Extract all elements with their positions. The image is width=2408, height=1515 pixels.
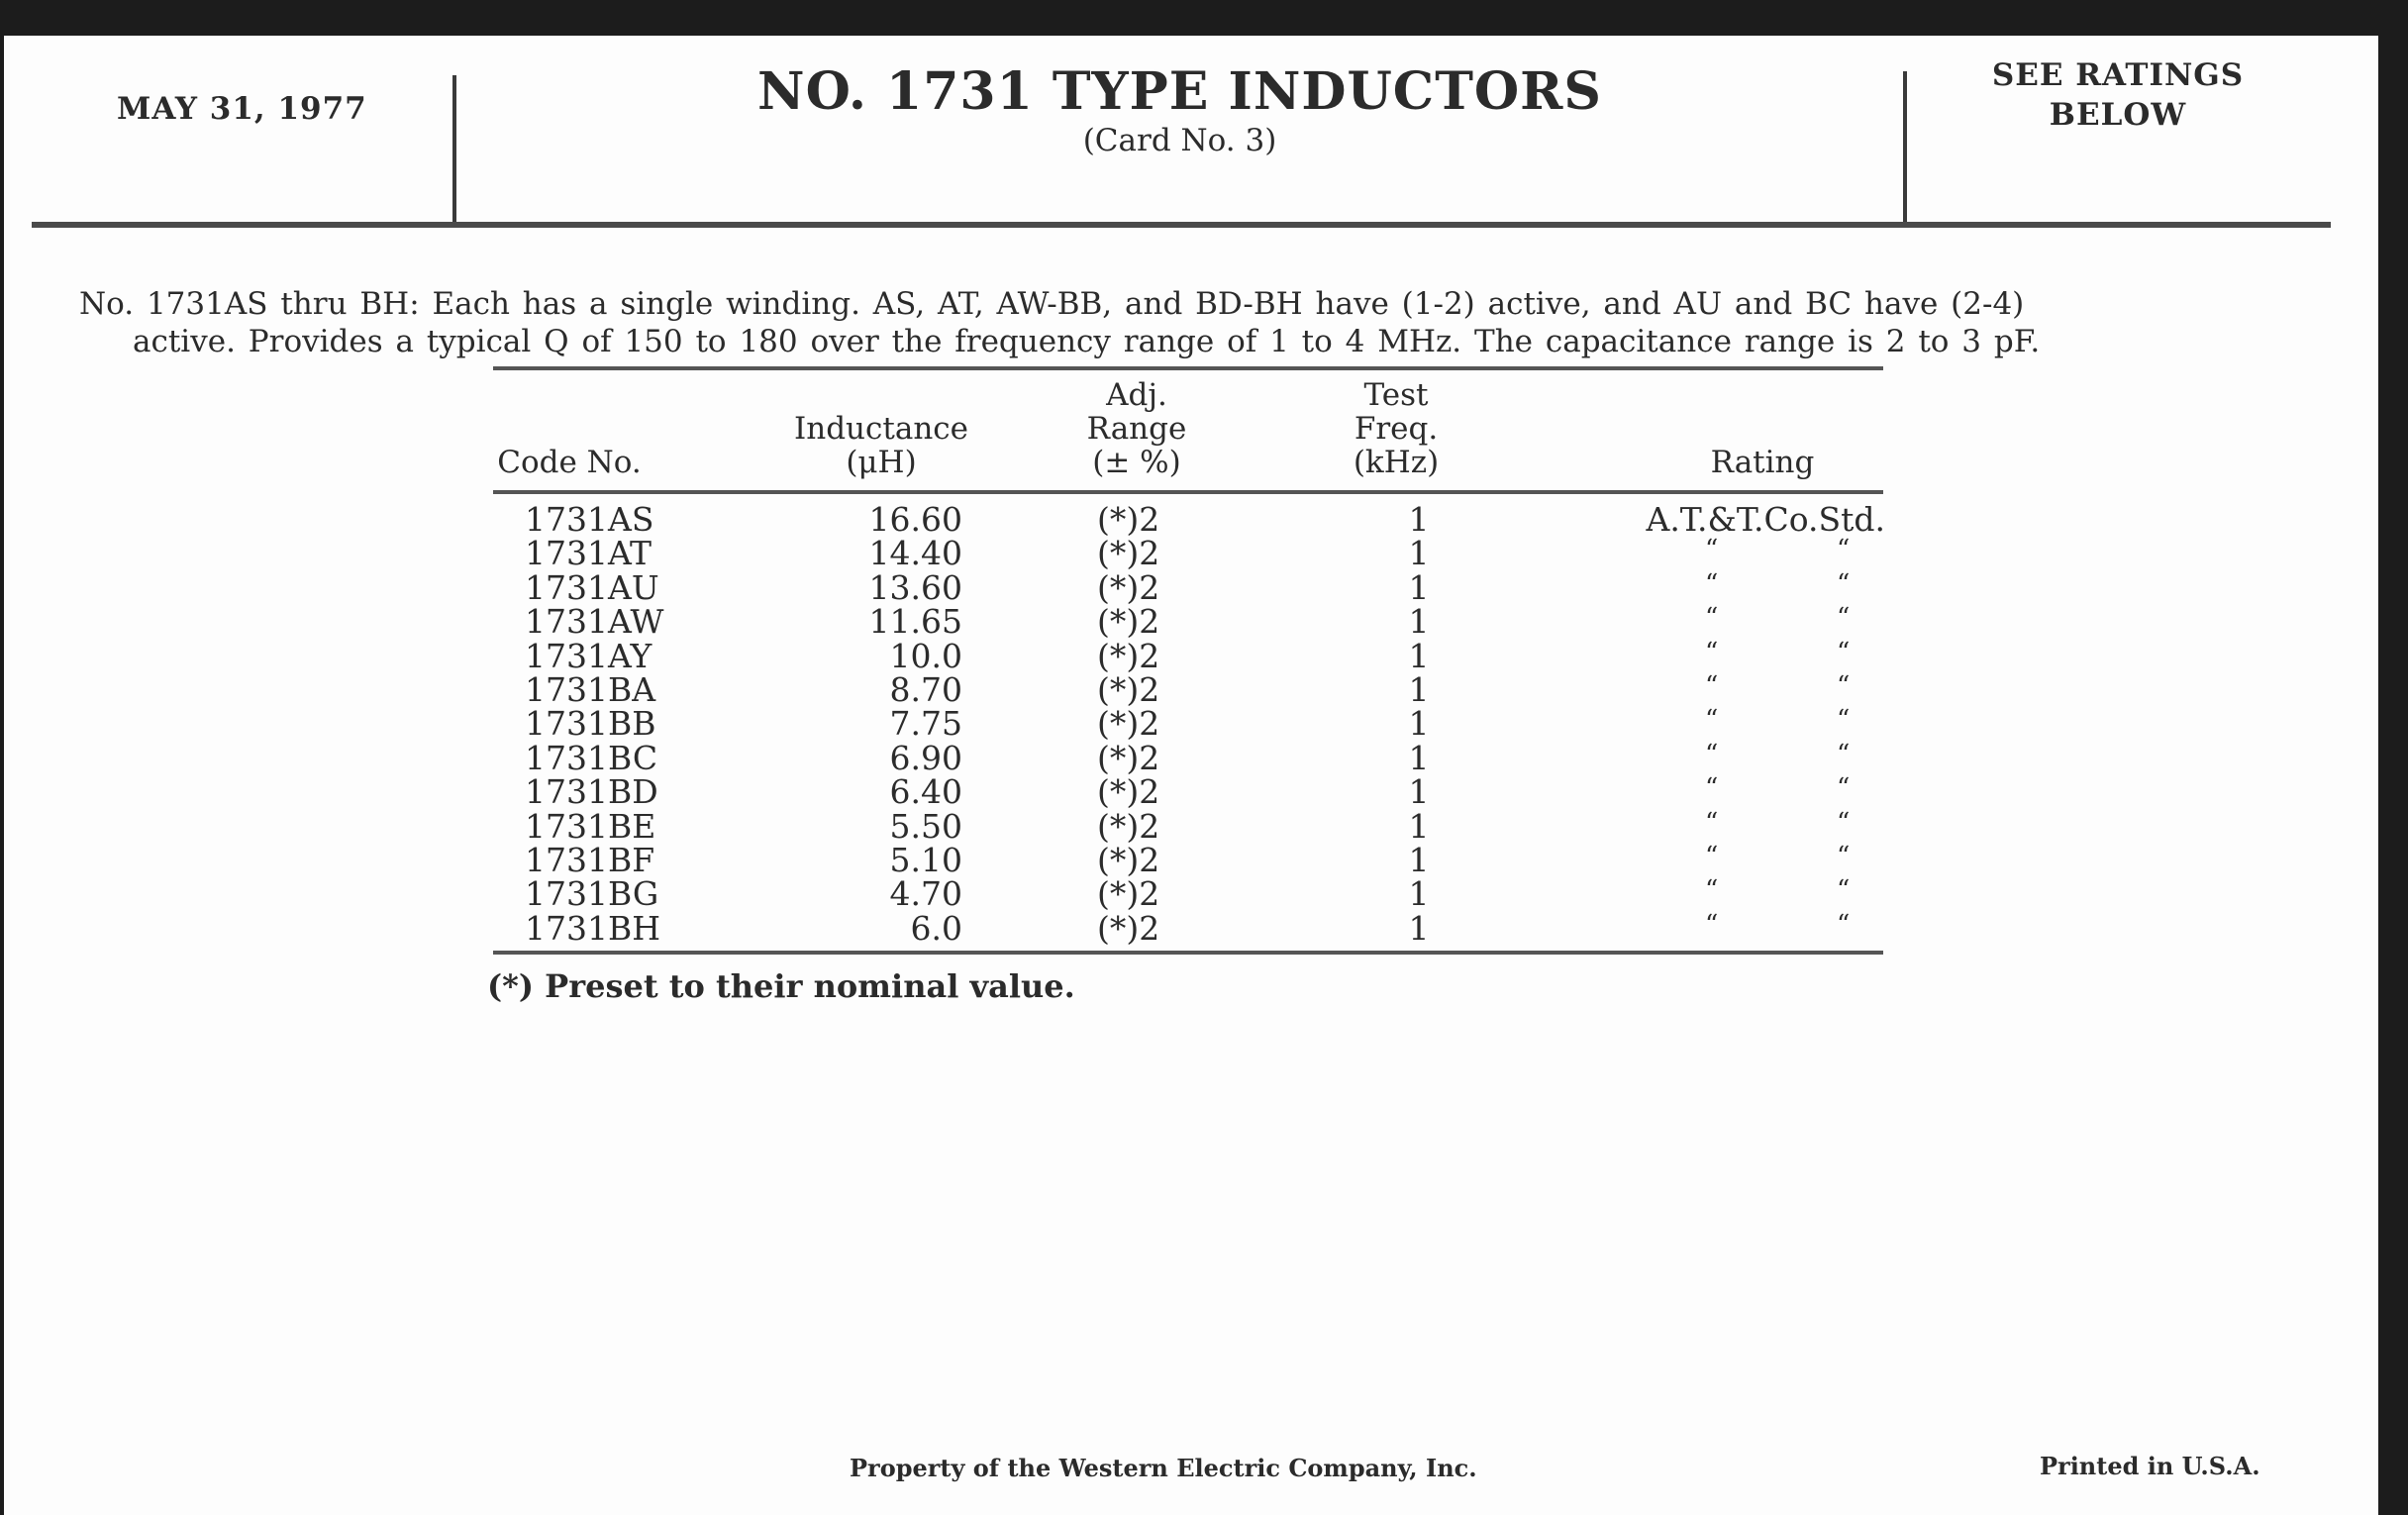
- column-header-code: Code No.: [497, 445, 642, 480]
- test-freq-cell: 1: [1408, 772, 1430, 812]
- test-freq-cell: 1: [1408, 738, 1430, 777]
- code-cell: 1731AT: [525, 534, 652, 573]
- inductance-cell: 6.0: [910, 908, 962, 948]
- rating-ditto-mark: “: [1705, 807, 1719, 838]
- rating-ditto-mark: “: [1705, 842, 1719, 871]
- ratings-note-line1: SEE RATINGS: [1991, 57, 2245, 93]
- rating-ditto-mark: “: [1837, 637, 1851, 667]
- description-line2: active. Provides a typical Q of 150 to 180 over the frequency range of 1 to 4 MHz. The capacitance range is 2 to 3 pF.: [133, 324, 2041, 359]
- data-card: [4, 36, 2378, 1515]
- code-cell: 1731BG: [525, 874, 659, 914]
- test-freq-cell: 1: [1408, 874, 1430, 914]
- code-cell: 1731BF: [525, 841, 655, 879]
- adj-range-cell: (*)2: [1097, 806, 1160, 846]
- code-cell: 1731BA: [525, 670, 656, 709]
- test-freq-cell: 1: [1408, 534, 1430, 573]
- adj-range-cell: (*)2: [1097, 567, 1160, 607]
- footer-printed: Printed in U.S.A.: [2040, 1452, 2260, 1480]
- adj-range-cell: (*)2: [1097, 738, 1160, 777]
- test-freq-cell: 1: [1408, 806, 1430, 846]
- table-footnote: (*) Preset to their nominal value.: [487, 967, 1075, 1005]
- adj-range-cell: (*)2: [1097, 500, 1160, 539]
- inductance-cell: 16.60: [868, 500, 962, 539]
- rating-ditto-mark: “: [1705, 909, 1719, 940]
- rating-ditto-mark: “: [1705, 875, 1719, 906]
- rating-ditto-mark: “: [1837, 535, 1851, 565]
- inductance-cell: 5.50: [889, 806, 962, 846]
- description: [79, 285, 2317, 360]
- header-rule: [32, 222, 2331, 228]
- adj-range-cell: (*)2: [1097, 602, 1160, 642]
- rating-ditto-mark: “: [1837, 603, 1851, 634]
- adj-range-cell: (*)2: [1097, 704, 1160, 744]
- code-cell: 1731BH: [525, 908, 661, 948]
- code-cell: 1731AW: [525, 602, 664, 642]
- rating-ditto-mark: “: [1705, 603, 1719, 634]
- code-cell: 1731BE: [525, 806, 656, 846]
- column-header-rating: Rating: [1710, 445, 1815, 480]
- card-subtitle: (Card No. 3): [1082, 123, 1277, 158]
- rating-ditto-mark: “: [1837, 568, 1851, 599]
- rating-ditto-mark: “: [1705, 773, 1719, 804]
- rating-ditto-mark: “: [1837, 807, 1851, 838]
- rating-ditto-mark: “: [1705, 739, 1719, 769]
- table-bottom-rule: [493, 951, 1883, 955]
- inductance-cell: 11.65: [868, 602, 962, 642]
- adj-range-cell: (*)2: [1097, 908, 1160, 948]
- rating-cell: A.T.&T.Co.Std.: [1646, 500, 1885, 539]
- ratings-note-line2: BELOW: [2049, 97, 2187, 133]
- inductance-cell: 6.40: [889, 772, 962, 812]
- rating-ditto-mark: “: [1705, 568, 1719, 599]
- rating-ditto-mark: “: [1837, 671, 1851, 701]
- rating-ditto-mark: “: [1837, 739, 1851, 769]
- rating-ditto-mark: “: [1837, 705, 1851, 736]
- rating-ditto-mark: “: [1837, 842, 1851, 871]
- inductance-cell: 10.0: [889, 636, 962, 675]
- code-cell: 1731BC: [525, 738, 658, 777]
- description-line1: No. 1731AS thru BH: Each has a single winding. AS, AT, AW-BB, and BD-BH have (1-2) active, and AU and BC have (2-4): [79, 286, 2025, 322]
- table-header-rule: [493, 490, 1883, 494]
- test-freq-cell: 1: [1408, 908, 1430, 948]
- adj-range-cell: (*)2: [1097, 772, 1160, 812]
- card-title: NO. 1731 TYPE INDUCTORS: [757, 61, 1602, 122]
- code-cell: 1731AY: [525, 636, 652, 675]
- code-cell: 1731BB: [525, 704, 656, 744]
- test-freq-cell: 1: [1408, 636, 1430, 675]
- ratings-note: [1905, 55, 2331, 135]
- adj-range-cell: (*)2: [1097, 874, 1160, 914]
- test-freq-cell: 1: [1408, 567, 1430, 607]
- inductance-cell: 8.70: [889, 670, 962, 709]
- table-top-rule: [493, 366, 1883, 370]
- test-freq-cell: 1: [1408, 841, 1430, 879]
- inductance-cell: 4.70: [889, 874, 962, 914]
- rating-ditto-mark: “: [1837, 773, 1851, 804]
- test-freq-cell: 1: [1408, 704, 1430, 744]
- inductance-cell: 6.90: [889, 738, 962, 777]
- rating-ditto-mark: “: [1705, 671, 1719, 701]
- adj-range-cell: (*)2: [1097, 636, 1160, 675]
- column-header-test-freq: Test Freq. (kHz): [1353, 377, 1440, 480]
- test-freq-cell: 1: [1408, 602, 1430, 642]
- inductance-cell: 14.40: [868, 534, 962, 573]
- rating-ditto-mark: “: [1705, 535, 1719, 565]
- inductance-cell: 13.60: [868, 567, 962, 607]
- code-cell: 1731AU: [525, 567, 659, 607]
- column-header-adj-range: Adj. Range (± %): [1086, 377, 1187, 480]
- adj-range-cell: (*)2: [1097, 670, 1160, 709]
- column-header-inductance: Inductance (μH): [794, 411, 968, 480]
- code-cell: 1731BD: [525, 772, 658, 812]
- card-date: MAY 31, 1977: [117, 91, 367, 127]
- adj-range-cell: (*)2: [1097, 841, 1160, 879]
- rating-ditto-mark: “: [1705, 637, 1719, 667]
- inductance-cell: 5.10: [889, 841, 962, 879]
- footer-property: Property of the Western Electric Company, Inc.: [850, 1454, 1477, 1482]
- adj-range-cell: (*)2: [1097, 534, 1160, 573]
- rating-ditto-mark: “: [1705, 705, 1719, 736]
- test-freq-cell: 1: [1408, 670, 1430, 709]
- inductance-cell: 7.75: [889, 704, 962, 744]
- code-cell: 1731AS: [525, 500, 654, 539]
- rating-ditto-mark: “: [1837, 875, 1851, 906]
- rating-ditto-mark: “: [1837, 909, 1851, 940]
- test-freq-cell: 1: [1408, 500, 1430, 539]
